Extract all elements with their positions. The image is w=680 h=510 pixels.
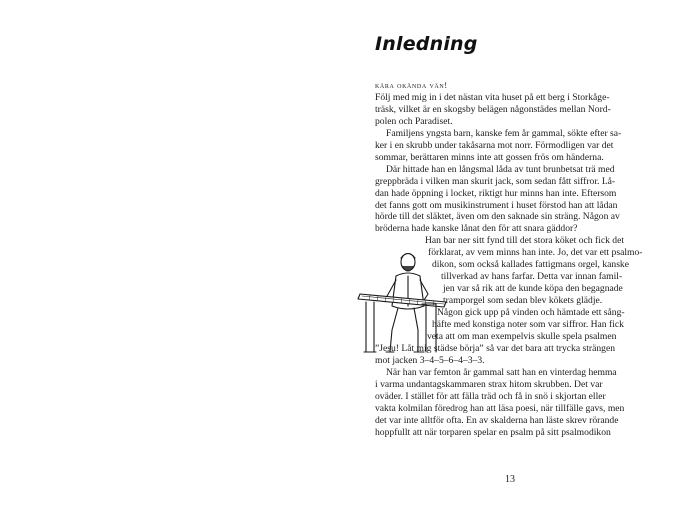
text-line: förklarat, av vem minns han inte. Jo, det var ett psalmo-: [428, 247, 643, 259]
book-spread: Inledning kära okända vän! Följ med mig in i det nästan vita huset på ett berg i Storkåge- träsk, vilket är en skogsby belägen någonstädes mellan Nord- polen och Paradiset. Familjens yngsta barn, kanske fem år gammal, sökte efter sa- ker i en skrubb under takåsarna mot norr. Förmodligen var det sommar, berättaren minns inte att gossen frös om händerna. Där hittade han en långsmal låda av tunt brunbetsat trä med greppbräda i vilken man skurit jack, som sedan fått siffror. Lå- dan hade öppning i locket, riktigt hur minns han inte. Eftersom det fanns gott om musikinstrument i huset förstod han att lådan hörde till det släktet, även om den saknade sin sträng. Någon av bröderna hade kanske lånat den för att snara gäddor? Han bar ner sitt fynd till det stora köket och fick det förklarat, av vem minns han inte. Jo, det var ett psalmo- dikon, som också kallades fattigmans orgel, kanske tillverkad av hans farfar. Detta var innan famil- jen var så rik att de kunde köpa den begagnade tramporgel som sedan blev kökets glädje. Någon gick upp på vinden och hämtade ett sång- häfte med konstiga noter som var siffror. Han fick veta att om man exempelvis skulle spela psalmen ”Jesu! Låt mig städse börja” så var det bara att trycka strängen mot jacken 3–4–5–6–4–3–3. När han var femton år gammal satt han en vinterdag hemma i varma undantagskammaren strax hitom skrubben. Det var oväder. I stället för att fälla träd och få in snö i skjortan eller vakta kolmilan föredrog han att läsa poesi, när tillfälle gavs, men det var inte alltför ofta. En av skalderna han läste skrev rörande hoppfullt att när torparen spelar en psalm på sitt psalmodikon 13: [0, 0, 680, 510]
psalmodikon-player-illustration: [356, 244, 448, 356]
text-line: oväder. I stället för att fälla träd och få in snö i skjortan eller: [375, 390, 606, 402]
text-line: greppbräda i vilken man skurit jack, som sedan fått siffror. Lå-: [375, 175, 616, 187]
text-line: Där hittade han en långsmal låda av tunt brunbetsat trä med: [386, 163, 615, 175]
text-line: det var inte alltför ofta. En av skalderna han läste skrev rörande: [375, 414, 619, 426]
text-line: i varma undantagskammaren strax hitom skrubben. Det var: [375, 378, 603, 390]
text-line: tramporgel som sedan blev kökets glädje.: [443, 295, 603, 307]
text-line: polen och Paradiset.: [375, 115, 453, 127]
text-line: hörde till det släktet, även om den saknade sin sträng. Någon av: [375, 211, 620, 223]
text-line: mot jacken 3–4–5–6–4–3–3.: [375, 354, 485, 366]
salutation: kära okända vän!: [375, 80, 448, 90]
text-line: ”Jesu! Låt mig städse börja” så var det bara att trycka strängen: [375, 342, 616, 354]
text-line: Följ med mig in i det nästan vita huset på ett berg i Storkåge-: [375, 91, 610, 103]
text-line: vakta kolmilan föredrog han att läsa poesi, när tillfälle gavs, men: [375, 402, 625, 414]
text-line: Han bar ner sitt fynd till det stora köket och fick det: [425, 235, 625, 247]
text-line: hoppfullt att när torparen spelar en psalm på sitt psalmodikon: [375, 426, 611, 438]
text-line: veta att om man exempelvis skulle spela psalmen: [427, 331, 617, 343]
text-line: bröderna hade kanske lånat den för att snara gäddor?: [375, 223, 578, 235]
text-line: sommar, berättaren minns inte att gossen frös om händerna.: [375, 151, 604, 163]
text-line: träsk, vilket är en skogsby belägen någonstädes mellan Nord-: [375, 103, 611, 115]
text-line: När han var femton år gammal satt han en vinterdag hemma: [386, 366, 617, 378]
text-line: Någon gick upp på vinden och hämtade ett sång-: [437, 307, 625, 319]
text-line: tillverkad av hans farfar. Detta var innan famil-: [441, 271, 623, 283]
text-line: häfte med konstiga noter som var siffror. Han fick: [432, 319, 624, 331]
text-line: det fanns gott om musikinstrument i huset förstod han att lådan: [375, 199, 618, 211]
text-line: jen var så rik att de kunde köpa den begagnade: [443, 283, 623, 295]
chapter-title: Inledning: [375, 33, 478, 55]
text-line: ker i en skrubb under takåsarna mot norr. Förmodligen var det: [375, 139, 614, 151]
text-line: dikon, som också kallades fattigmans orgel, kanske: [432, 259, 629, 271]
text-line: Familjens yngsta barn, kanske fem år gammal, sökte efter sa-: [386, 127, 622, 139]
text-line: dan hade öppning i locket, riktigt hur minns han inte. Eftersom: [375, 187, 617, 199]
